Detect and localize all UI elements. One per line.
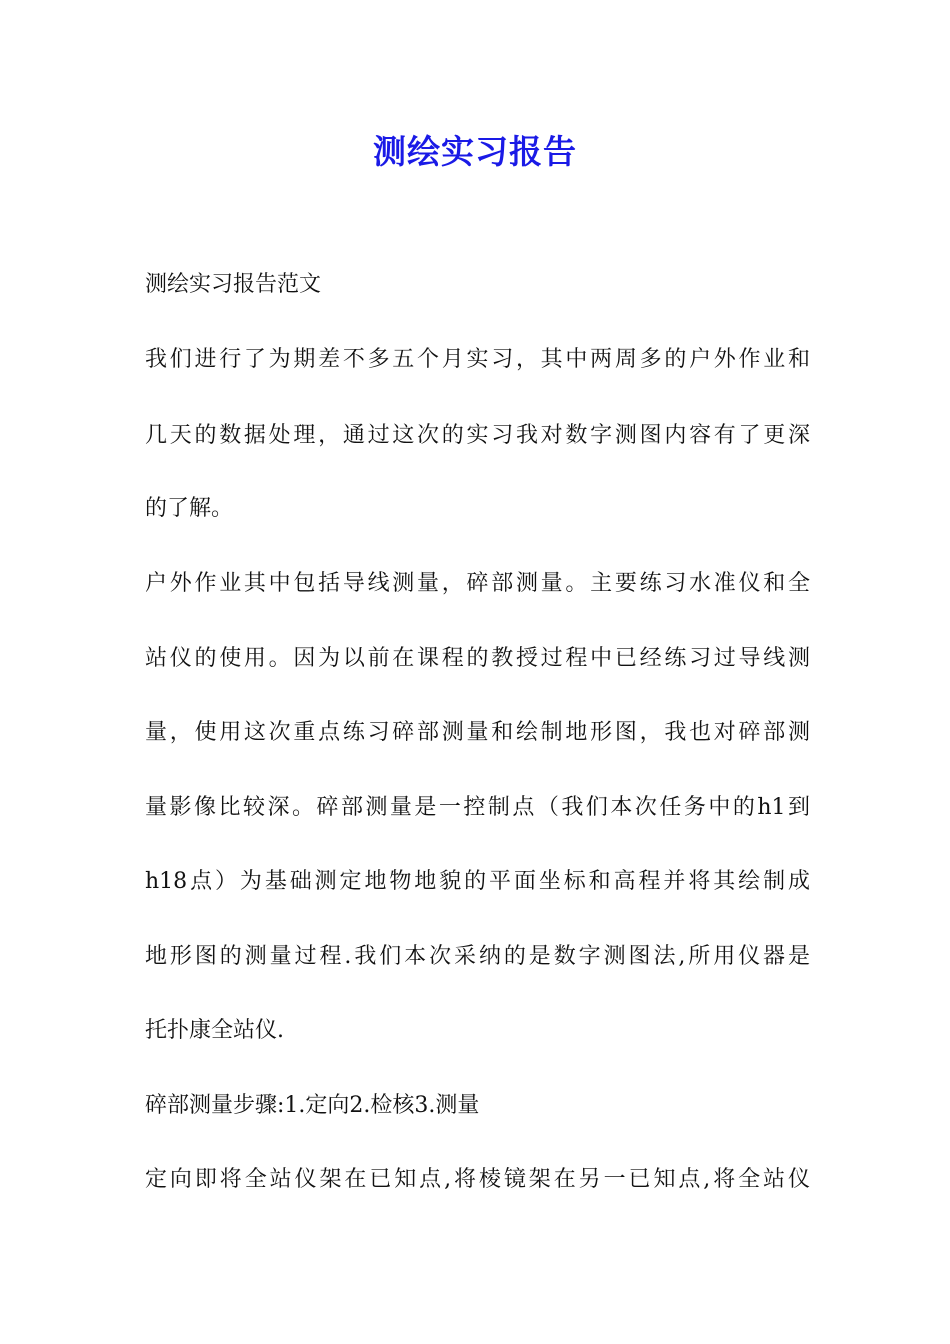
paragraph-line: 量影像比较深。碎部测量是一控制点（我们本次任务中的h1到 bbox=[145, 795, 810, 820]
paragraph-line: 碎部测量步骤:1.定向2.检核3.测量 bbox=[145, 1093, 480, 1118]
paragraph-line: 地形图的测量过程.我们本次采纳的是数字测图法,所用仪器是 bbox=[145, 944, 810, 969]
document-title: 测绘实习报告 bbox=[373, 132, 577, 171]
paragraph-line: 我们进行了为期差不多五个月实习，其中两周多的户外作业和 bbox=[145, 347, 810, 372]
paragraph-line: 几天的数据处理，通过这次的实习我对数字测图内容有了更深 bbox=[145, 423, 810, 448]
paragraph-line: 定向即将全站仪架在已知点,将棱镜架在另一已知点,将全站仪 bbox=[145, 1167, 810, 1192]
paragraph-line: 户外作业其中包括导线测量，碎部测量。主要练习水准仪和全 bbox=[145, 571, 810, 596]
paragraph-line: 量，使用这次重点练习碎部测量和绘制地形图，我也对碎部测 bbox=[145, 720, 810, 745]
paragraph-line: 托扑康全站仪. bbox=[145, 1018, 284, 1043]
paragraph-line: 站仪的使用。因为以前在课程的教授过程中已经练习过导线测 bbox=[145, 646, 810, 671]
paragraph-line: h18点）为基础测定地物地貌的平面坐标和高程并将其绘制成 bbox=[145, 869, 810, 894]
paragraph-line: 的了解。 bbox=[145, 496, 234, 521]
subtitle-line: 测绘实习报告范文 bbox=[145, 272, 322, 297]
